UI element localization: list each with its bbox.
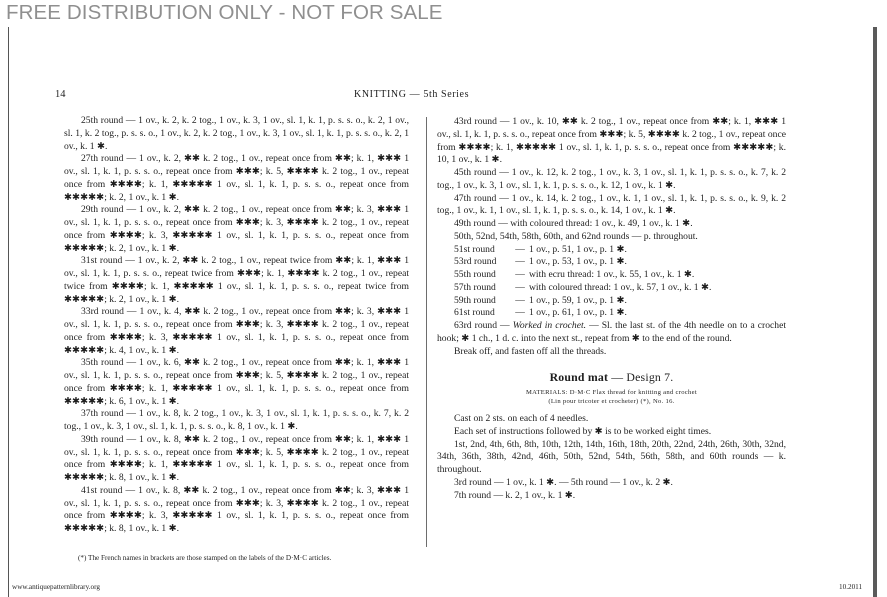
section-title [437,371,786,384]
round-63-paragraph [437,320,786,346]
round-dash: — [515,243,525,255]
round-text: 1 ov., p. 51, 1 ov., p. 1 ✱. [529,243,627,255]
round-paragraph: 49th round — with coloured thread: 1 ov., k. 49, 1 ov., k. 1 ✱. [454,218,693,229]
round-text: 1 ov., p. 53, 1 ov., p. 1 ✱. [529,256,627,268]
round-label: 53rd round [454,256,497,268]
right-column [437,116,786,502]
round-paragraph: 47th round — 1 ov., k. 14, k. 2 tog., 1 ov., k. 1, 1 ov., sl. 1, k. 1, p. s. s. o., k. 9, k. 2 tog., 1 ov., k. 1, 1 ov., sl. 1, k. 1, p. s. s. o., k. 14, 1 ov., k. 1 ✱. [437,192,786,217]
short-round-row [437,244,786,257]
round-label: 59th round [454,294,496,306]
break-off-text: Break off, and fasten off all the threads. [454,345,607,357]
short-round-row [437,307,786,320]
mat-title-text: Round mat [549,370,609,385]
round-paragraph: 43rd round — 1 ov., k. 10, ✱✱ k. 2 tog., 1 ov., repeat once from ✱✱; k. 1, ✱✱✱ 1 ov., sl. 1, k. 1, p. s. s. o., repeat once from ✱✱✱; k. 5, ✱✱✱✱ k. 2 tog., 1 ov., repeat once from ✱✱✱✱; k. 1, ✱✱✱✱✱ 1 ov., sl. 1, k. 1, p. s. s. o., repeat once from ✱✱✱✱✱; k. 10, 1 ov., k. 1 ✱. [437,116,786,166]
short-round-row [437,295,786,308]
materials-line: MATERIALS: D·M·C Flax thread for knitting and crochet [525,389,697,396]
round-text: with coloured thread: 1 ov., k. 57, 1 ov., k. 1 ✱. [529,281,712,293]
instruction-paragraph: 7th round — k. 2, 1 ov., k. 1 ✱. [454,489,576,501]
column-divider [426,117,427,547]
page-number: 14 [55,89,66,100]
round-text: with ecru thread: 1 ov., k. 55, 1 ov., k. 1 ✱. [529,269,695,280]
round-paragraph: 25th round — 1 ov., k. 2, k. 2 tog., 1 ov., k. 3, 1 ov., sl. 1, k. 1, p. s. s. o., k. 2, 1 ov., sl. 1, k. 2 tog., p. s. s. o., 1 ov., k. 2, k. 2 tog., 1 ov., k. 3, 1 ov., sl. 1, k. 1, p. s. s. o., k. 2, 1 ov., k. 1 ✱. [64,115,409,152]
round-63-text: — Sl. the last st. of the 4th needle on to a crochet hook; ✱ 1 ch., 1 d. c. into the next st., repeat from ✱ to the end of the round. [437,320,786,344]
round-paragraph: 35th round — 1 ov., k. 6, ✱✱ k. 2 tog., 1 ov., repeat once from ✱✱; k. 1, ✱✱✱ 1 ov., sl. 1, k. 1, p. s. s. o., repeat once from ✱✱✱; k. 5, ✱✱✱✱ k. 2 tog., 1 ov., repeat once from ✱✱✱✱; k. 1, ✱✱✱✱✱ 1 ov., sl. 1, k. 1, p. s. s. o., repeat once from ✱✱✱✱✱; k. 6, 1 ov., k. 1 ✱. [64,357,409,407]
round-label: 61st round [454,307,495,319]
round-label: 55th round [454,269,496,280]
round-label: 57th round [454,281,496,293]
footnote: (*) The French names in brackets are those stamped on the labels of the D·M·C articles. [78,554,332,562]
short-round-row [437,269,786,282]
round-paragraph: 33rd round — 1 ov., k. 4, ✱✱ k. 2 tog., 1 ov., repeat once from ✱✱; k. 3, ✱✱✱ 1 ov., sl. 1, k. 1, p. s. s. o., repeat once from ✱✱✱; k. 3, ✱✱✱✱ k. 2 tog., 1 ov., repeat once from ✱✱✱✱; k. 3, ✱✱✱✱✱ 1 ov., sl. 1, k. 1, p. s. s. o., repeat once from ✱✱✱✱✱; k. 4, 1 ov., k. 1 ✱. [64,306,409,356]
round-dash: — [515,281,525,293]
round-paragraph: 39th round — 1 ov., k. 8, ✱✱ k. 2 tog., 1 ov., repeat once from ✱✱; k. 1, ✱✱✱ 1 ov., sl. 1, k. 1, p. s. s. o., repeat once from ✱✱✱; k. 5, ✱✱✱✱ k. 2 tog., 1 ov., repeat once from ✱✱✱✱; k. 1, ✱✱✱✱✱ 1 ov., sl. 1, k. 1, p. s. s. o., repeat once from ✱✱✱✱✱; k. 8, 1 ov., k. 1 ✱. [64,433,409,483]
round-text: 1 ov., p. 59, 1 ov., p. 1 ✱. [529,294,627,306]
instruction-paragraph: 3rd round — 1 ov., k. 1 ✱. — 5th round — 1 ov., k. 2 ✱. [454,476,673,488]
instruction-paragraph: Cast on 2 sts. on each of 4 needles. [454,413,589,424]
watermark-banner: FREE DISTRIBUTION ONLY - NOT FOR SALE [6,1,443,24]
round-paragraph: 50th, 52nd, 54th, 58th, 60th, and 62nd rounds — p. throughout. [454,230,698,242]
round-paragraph: 45th round — 1 ov., k. 12, k. 2 tog., 1 ov., k. 3, 1 ov., sl. 1, k. 1, p. s. s. o., k. 7, k. 2 tog., 1 ov., k. 3, 1 ov., sl. 1, k. 1, p. s. s. o., k. 12, 1 ov., k. 1 ✱. [437,167,786,191]
round-dash: — [515,307,525,319]
round-63-italic: Worked in crochet. [512,320,587,331]
instruction-paragraph: Each set of instructions followed by ✱ is to be worked eight times. [454,425,712,437]
mat-design-text: — Design 7. [608,370,674,385]
instruction-paragraph: 1st, 2nd, 4th, 6th, 8th, 10th, 12th, 14th, 16th, 18th, 20th, 22nd, 24th, 26th, 30th, 32nd, 34th, 36th, 38th, 42nd, 46th, 50th, 52nd, 54th, 56th, 58th, and 60th rounds — k. throughout. [437,438,786,475]
round-dash: — [515,294,525,306]
round-paragraph: 31st round — 1 ov., k. 2, ✱✱ k. 2 tog., 1 ov., repeat twice from ✱✱; k. 1, ✱✱✱ 1 ov., sl. 1, k. 1, p. s. s. o., repeat twice from ✱✱✱; k. 1, ✱✱✱✱ k. 2 tog., 1 ov., repeat twice from ✱✱✱✱; k. 1, ✱✱✱✱✱ 1 ov., sl. 1, k. 1, p. s. s. o., repeat twice from ✱✱✱✱✱; k. 2, 1 ov., k. 1 ✱. [64,255,409,305]
running-head: KNITTING — 5th Series [354,89,470,100]
round-63-label: 63rd round — [454,320,513,331]
round-dash: — [515,269,525,280]
footer-website: www.antiquepatternlibrary.org [12,583,100,591]
round-text: 1 ov., p. 61, 1 ov., p. 1 ✱. [529,307,627,319]
round-paragraph: 27th round — 1 ov., k. 2, ✱✱ k. 2 tog., 1 ov., repeat once from ✱✱; k. 1, ✱✱✱ 1 ov., sl. 1, k. 1, p. s. s. o., repeat once from ✱✱✱; k. 5, ✱✱✱✱ k. 2 tog., 1 ov., repeat once from ✱✱✱✱; k. 1, ✱✱✱✱✱ 1 ov., sl. 1, k. 1, p. s. s. o., repeat once from ✱✱✱✱✱; k. 2, 1 ov., k. 1 ✱. [64,153,409,203]
round-label: 51st round [454,243,495,255]
round-paragraph: 29th round — 1 ov., k. 2, ✱✱ k. 2 tog., 1 ov., repeat once from ✱✱; k. 3, ✱✱✱ 1 ov., sl. 1, k. 1, p. s. s. o., repeat once from ✱✱✱; k. 3, ✱✱✱✱ k. 2 tog., 1 ov., repeat once from ✱✱✱✱; k. 3, ✱✱✱✱✱ 1 ov., sl. 1, k. 1, p. s. s. o., repeat once from ✱✱✱✱✱; k. 2, 1 ov., k. 1 ✱. [64,204,409,254]
left-column [64,115,409,536]
short-round-row [437,282,786,295]
materials-subline: (Lin pour tricoter et crocheter) (*), No. 16. [548,398,675,405]
short-round-row [437,256,786,269]
footer-date: 10.2011 [839,583,863,591]
round-dash: — [515,256,525,268]
round-paragraph: 41st round — 1 ov., k. 8, ✱✱ k. 2 tog., 1 ov., repeat once from ✱✱; k. 3, ✱✱✱ 1 ov., sl. 1, k. 1, p. s. s. o., repeat once from ✱✱✱; k. 3, ✱✱✱✱ k. 2 tog., 1 ov., repeat once from ✱✱✱✱; k. 3, ✱✱✱✱✱ 1 ov., sl. 1, k. 1, p. s. s. o., repeat once from ✱✱✱✱✱; k. 8, 1 ov., k. 1 ✱. [64,484,409,534]
round-paragraph: 37th round — 1 ov., k. 8, k. 2 tog., 1 ov., k. 3, 1 ov., sl. 1, k. 1, p. s. s. o., k. 7, k. 2 tog., 1 ov., k. 3, 1 ov., sl. 1, k. 1, p. s. s. o., k. 8, 1 ov., k. 1 ✱. [64,408,409,432]
